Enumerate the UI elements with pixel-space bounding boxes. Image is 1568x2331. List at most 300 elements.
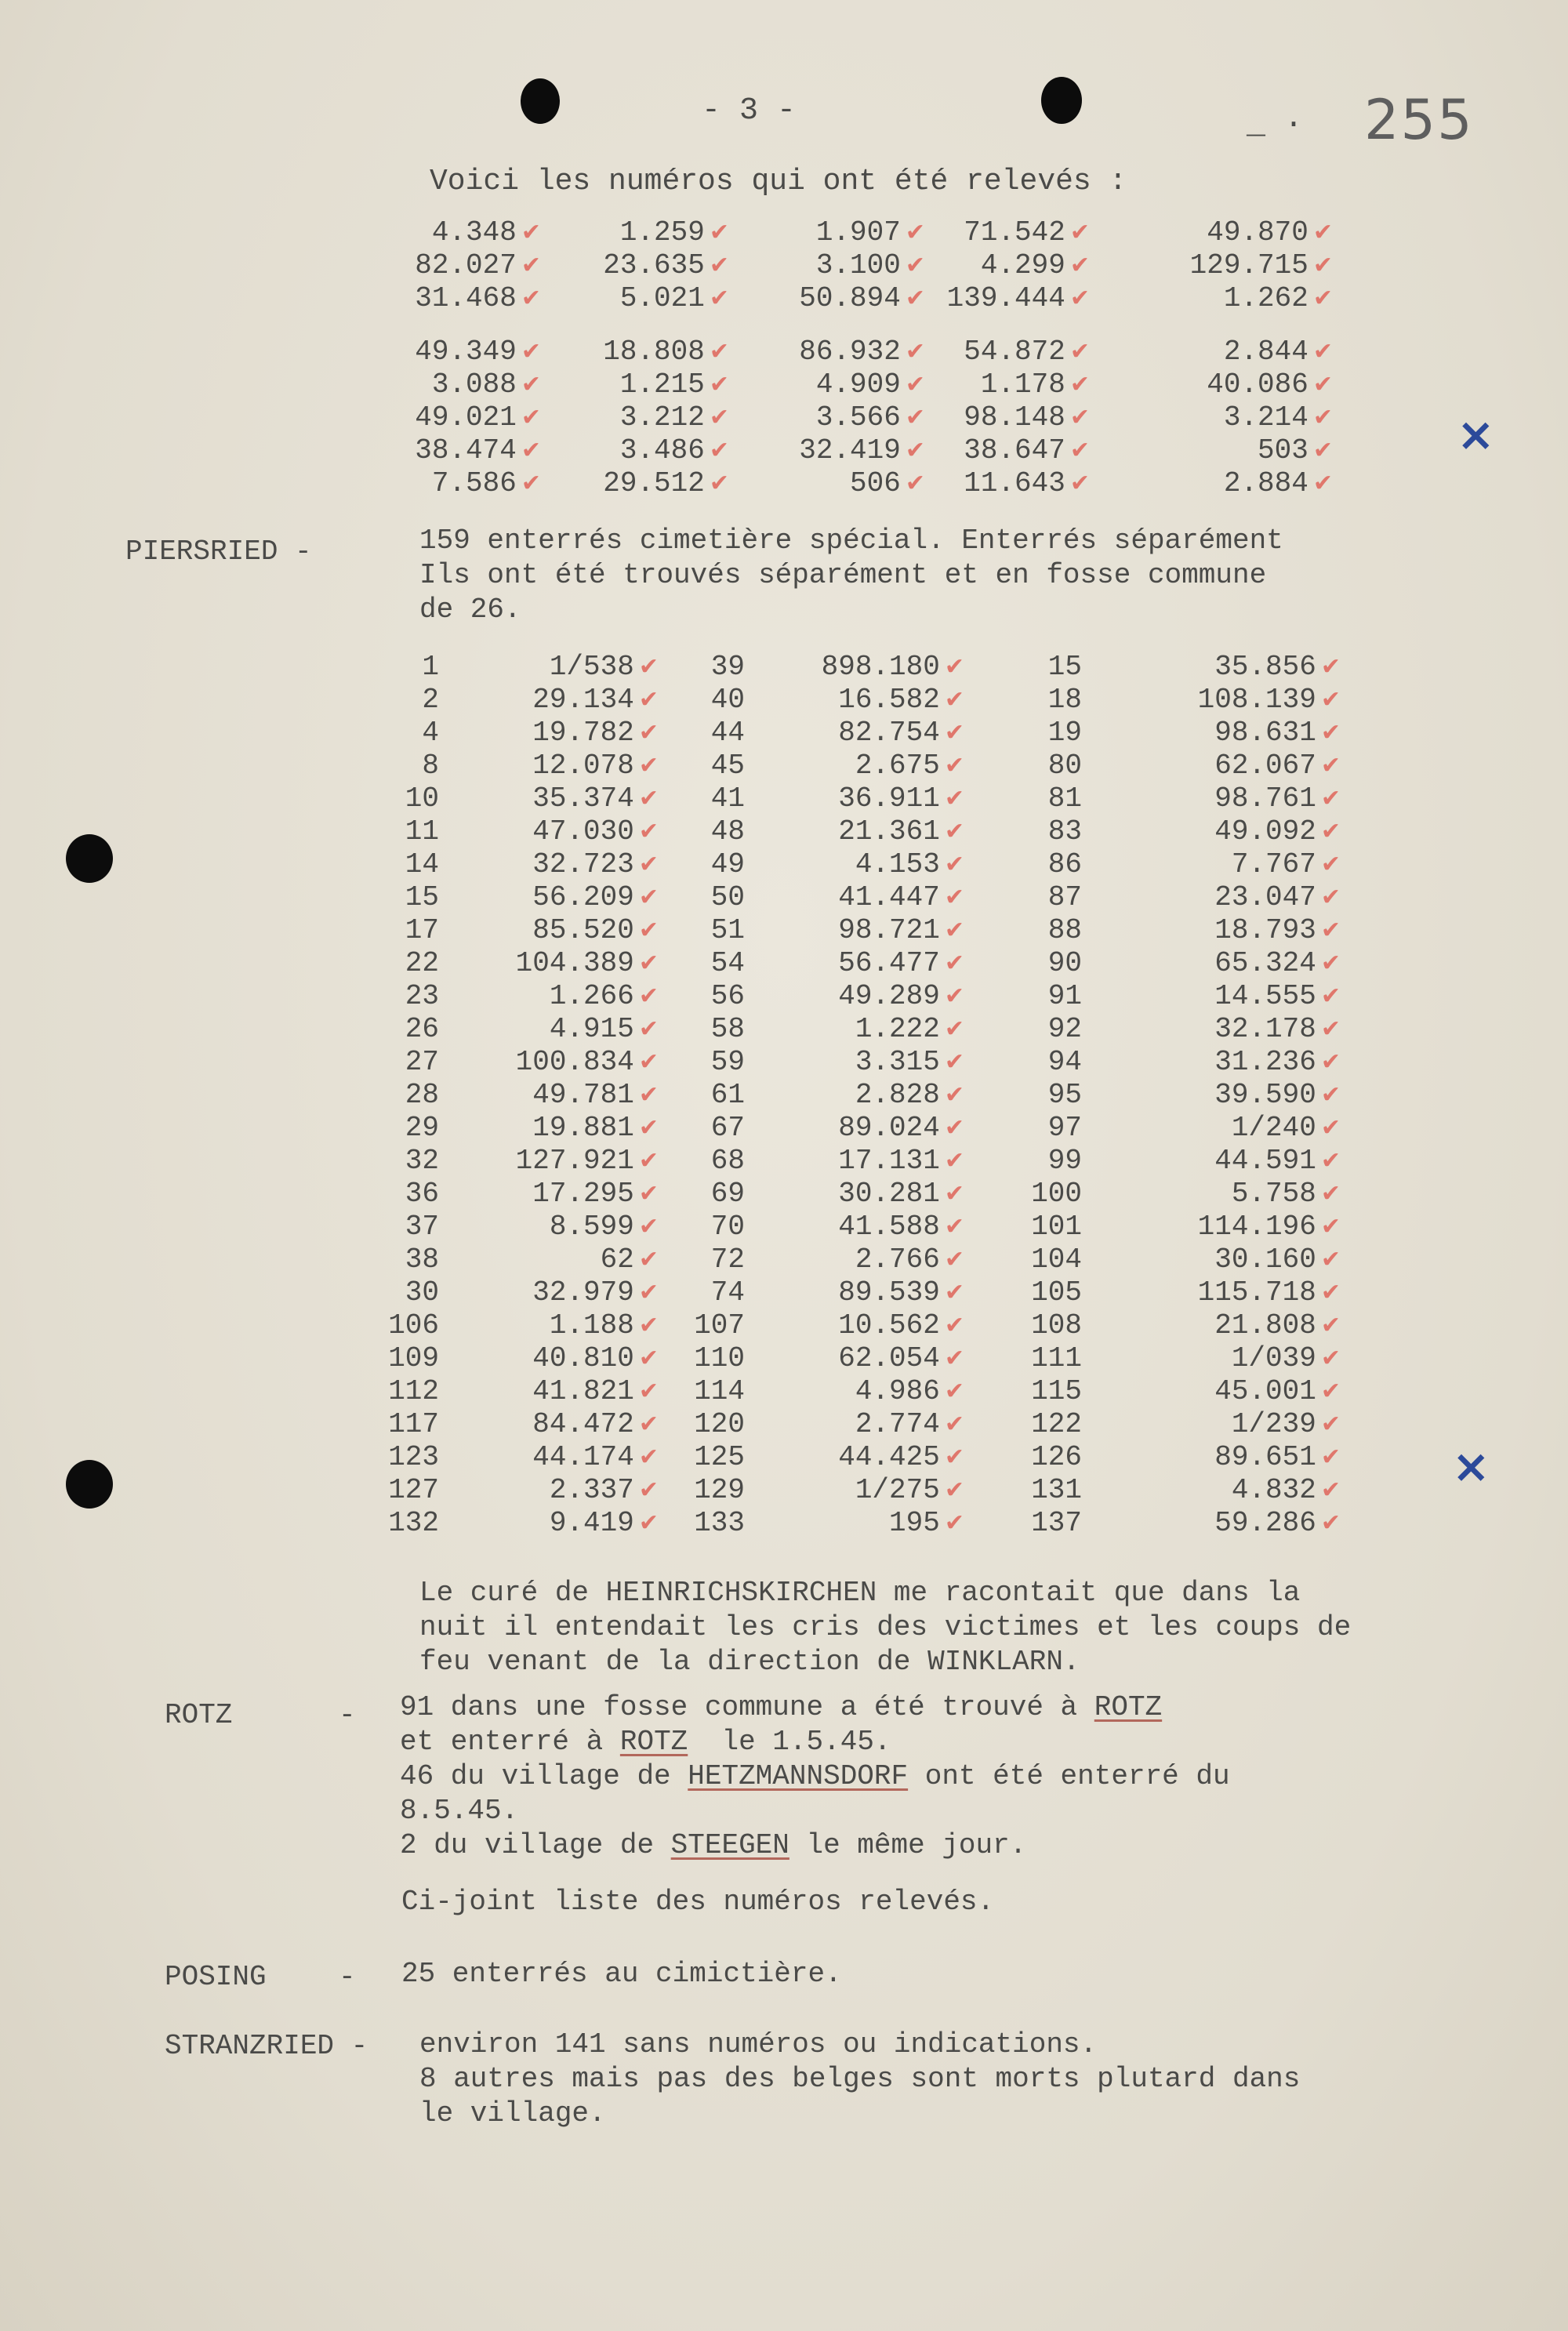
check-mark: ✔ (1320, 752, 1341, 779)
check-mark: ✔ (638, 1246, 659, 1273)
check-mark: ✔ (638, 1114, 659, 1142)
check-mark: ✔ (1069, 404, 1090, 431)
number-value: 62.067 (1214, 750, 1316, 782)
table-c5-r20 (1129, 1276, 1341, 1309)
table-c5-r3 (1129, 717, 1341, 750)
table-c5-r24 (1129, 1408, 1341, 1441)
check-mark: ✔ (944, 1443, 964, 1471)
number-value: 1/538 (549, 651, 634, 683)
top-g2-c1-r5 (580, 467, 729, 500)
check-mark: ✔ (521, 470, 541, 497)
table-c0-r13 (368, 1046, 439, 1079)
rotz-line-5: 2 du village de STEEGEN le même jour. (400, 1829, 1027, 1861)
rotz-line-2: et enterré à ROTZ le 1.5.45. (400, 1726, 891, 1758)
number-value: 3.486 (619, 434, 705, 467)
number-value: 59.286 (1214, 1507, 1316, 1539)
check-mark: ✔ (944, 1015, 964, 1043)
table-c0-r10 (368, 947, 439, 980)
check-mark: ✔ (1312, 338, 1333, 365)
check-mark: ✔ (944, 686, 964, 713)
check-mark: ✔ (638, 1443, 659, 1471)
table-c3-r25 (768, 1441, 964, 1474)
number-value: 40.810 (532, 1342, 634, 1374)
place-label-piersried: PIERSRIED - (125, 536, 312, 568)
table-c3-r27 (768, 1507, 964, 1540)
top-g1-c1-r1 (580, 216, 729, 249)
number-value: 117 (388, 1408, 439, 1440)
number-value: 49.021 (415, 401, 517, 434)
number-value: 19.881 (532, 1112, 634, 1144)
number-value: 36.911 (838, 782, 940, 815)
table-c4-r26 (996, 1474, 1082, 1507)
table-c1-r14 (455, 1079, 659, 1112)
number-value: 5.021 (619, 282, 705, 314)
check-mark: ✔ (1069, 285, 1090, 312)
number-value: 39 (710, 651, 745, 683)
number-value: 104 (1031, 1244, 1082, 1276)
posing-dash: - (339, 1961, 356, 1993)
number-value: 87 (1047, 881, 1082, 913)
table-c4-r6 (996, 815, 1082, 848)
number-value: 89.024 (838, 1112, 940, 1144)
table-c1-r13 (455, 1046, 659, 1079)
number-value: 108.139 (1197, 684, 1316, 716)
check-mark: ✔ (944, 1213, 964, 1240)
check-mark: ✔ (521, 437, 541, 464)
table-c0-r14 (368, 1079, 439, 1112)
check-mark: ✔ (1320, 1443, 1341, 1471)
check-mark: ✔ (1320, 1114, 1341, 1142)
top-g2-c2-r2 (784, 369, 925, 401)
check-mark: ✔ (638, 818, 659, 845)
table-c2-r10 (674, 947, 745, 980)
check-mark: ✔ (1320, 949, 1341, 977)
cross-mark-top: × (1457, 408, 1495, 461)
table-c3-r8 (768, 881, 964, 914)
check-mark: ✔ (905, 338, 925, 365)
table-c0-r23 (368, 1375, 439, 1408)
table-c3-r24 (768, 1408, 964, 1441)
check-mark: ✔ (1320, 1279, 1341, 1306)
check-mark: ✔ (638, 1312, 659, 1339)
number-value: 3.212 (619, 401, 705, 434)
piersried-line-2: Ils ont été trouvés séparément et en fosse commune (419, 559, 1267, 591)
top-g1-c1-r2 (580, 249, 729, 282)
stranzried-line-2: 8 autres mais pas des belges sont morts plutard dans (419, 2063, 1301, 2095)
check-mark: ✔ (1069, 437, 1090, 464)
check-mark: ✔ (1320, 1509, 1341, 1537)
table-c2-r7 (674, 848, 745, 881)
number-value: 17.131 (838, 1145, 940, 1177)
number-value: 41.588 (838, 1211, 940, 1243)
number-value: 72 (710, 1244, 745, 1276)
number-value: 105 (1031, 1276, 1082, 1309)
check-mark: ✔ (638, 1147, 659, 1175)
number-value: 1.259 (619, 216, 705, 249)
table-c4-r19 (996, 1244, 1082, 1276)
number-value: 40.086 (1207, 369, 1308, 401)
table-c5-r21 (1129, 1309, 1341, 1342)
table-c5-r11 (1129, 980, 1341, 1013)
number-value: 109 (388, 1342, 439, 1374)
check-mark: ✔ (944, 653, 964, 681)
number-value: 50.894 (799, 282, 901, 314)
table-c0-r9 (368, 914, 439, 947)
check-mark: ✔ (1320, 1411, 1341, 1438)
number-value: 30 (405, 1276, 439, 1309)
check-mark: ✔ (905, 252, 925, 279)
number-value: 126 (1031, 1441, 1082, 1473)
table-c4-r10 (996, 947, 1082, 980)
top-g2-c4-r4 (1152, 434, 1333, 467)
number-value: 115 (1031, 1375, 1082, 1407)
check-mark: ✔ (1320, 1180, 1341, 1207)
check-mark: ✔ (944, 1048, 964, 1076)
table-c0-r20 (368, 1276, 439, 1309)
table-c1-r10 (455, 947, 659, 980)
number-value: 12.078 (532, 750, 634, 782)
number-value: 1/275 (855, 1474, 940, 1506)
check-mark: ✔ (638, 1476, 659, 1504)
top-g1-c3-r1 (933, 216, 1090, 249)
check-mark: ✔ (1320, 1213, 1341, 1240)
table-c3-r21 (768, 1309, 964, 1342)
number-value: 14.555 (1214, 980, 1316, 1012)
table-c3-r14 (768, 1079, 964, 1112)
number-value: 68 (710, 1145, 745, 1177)
check-mark: ✔ (944, 1476, 964, 1504)
table-c0-r5 (368, 782, 439, 815)
check-mark: ✔ (944, 1246, 964, 1273)
table-c5-r19 (1129, 1244, 1341, 1276)
number-value: 506 (850, 467, 901, 499)
place-label-posing: POSING (165, 1961, 267, 1993)
number-value: 37 (405, 1211, 439, 1243)
check-mark: ✔ (638, 1015, 659, 1043)
check-mark: ✔ (944, 982, 964, 1010)
top-g1-c0-r2 (408, 249, 541, 282)
check-mark: ✔ (944, 1180, 964, 1207)
check-mark: ✔ (709, 338, 729, 365)
number-value: 45 (710, 750, 745, 782)
number-value: 1.266 (549, 980, 634, 1012)
number-value: 41 (710, 782, 745, 815)
number-value: 61 (710, 1079, 745, 1111)
stranzried-line-3: le village. (419, 2097, 606, 2129)
table-c2-r9 (674, 914, 745, 947)
table-c1-r23 (455, 1375, 659, 1408)
table-c3-r12 (768, 1013, 964, 1046)
number-value: 123 (388, 1441, 439, 1473)
top-g2-c0-r2 (408, 369, 541, 401)
place-label-stranzried: STRANZRIED - (165, 2030, 368, 2062)
table-c0-r18 (368, 1211, 439, 1244)
check-mark: ✔ (638, 1081, 659, 1109)
number-value: 56 (710, 980, 745, 1012)
number-value: 3.100 (815, 249, 901, 281)
number-value: 65.324 (1214, 947, 1316, 979)
check-mark: ✔ (944, 1114, 964, 1142)
check-mark: ✔ (1312, 404, 1333, 431)
check-mark: ✔ (905, 404, 925, 431)
number-value: 11 (405, 815, 439, 848)
number-value: 1/039 (1231, 1342, 1316, 1374)
number-value: 110 (694, 1342, 745, 1374)
check-mark: ✔ (944, 1147, 964, 1175)
check-mark: ✔ (1320, 686, 1341, 713)
check-mark: ✔ (1320, 884, 1341, 911)
number-value: 32.979 (532, 1276, 634, 1309)
check-mark: ✔ (1320, 818, 1341, 845)
table-c3-r23 (768, 1375, 964, 1408)
table-c3-r2 (768, 684, 964, 717)
number-value: 95 (1047, 1079, 1082, 1111)
top-g2-c0-r4 (408, 434, 541, 467)
check-mark: ✔ (944, 752, 964, 779)
table-c4-r13 (996, 1046, 1082, 1079)
number-value: 35.856 (1214, 651, 1316, 683)
number-value: 29.512 (603, 467, 705, 499)
check-mark: ✔ (638, 851, 659, 878)
table-c2-r17 (674, 1178, 745, 1211)
table-c2-r8 (674, 881, 745, 914)
number-value: 898.180 (821, 651, 940, 683)
number-value: 47.030 (532, 815, 634, 848)
number-value: 38.474 (415, 434, 517, 467)
number-value: 106 (388, 1309, 439, 1342)
check-mark: ✔ (638, 884, 659, 911)
table-c5-r14 (1129, 1079, 1341, 1112)
table-c4-r3 (996, 717, 1082, 750)
top-g2-c0-r3 (408, 401, 541, 434)
table-c5-r17 (1129, 1178, 1341, 1211)
check-mark: ✔ (638, 686, 659, 713)
check-mark: ✔ (638, 653, 659, 681)
check-mark: ✔ (638, 1345, 659, 1372)
table-c3-r15 (768, 1112, 964, 1145)
table-c3-r20 (768, 1276, 964, 1309)
number-value: 45.001 (1214, 1375, 1316, 1407)
piersried-line-1: 159 enterrés cimetière spécial. Enterrés séparément (419, 525, 1283, 557)
check-mark: ✔ (944, 1279, 964, 1306)
check-mark: ✔ (944, 949, 964, 977)
table-c5-r6 (1129, 815, 1341, 848)
number-value: 29.134 (532, 684, 634, 716)
table-c3-r19 (768, 1244, 964, 1276)
rotz-line-3: 46 du village de HETZMANNSDORF ont été enterré du (400, 1760, 1230, 1792)
number-value: 94 (1047, 1046, 1082, 1078)
check-mark: ✔ (709, 470, 729, 497)
table-c1-r24 (455, 1408, 659, 1441)
check-mark: ✔ (521, 404, 541, 431)
table-c1-r9 (455, 914, 659, 947)
table-c2-r21 (674, 1309, 745, 1342)
table-c4-r15 (996, 1112, 1082, 1145)
number-value: 8 (422, 750, 439, 782)
curate-line-1: Le curé de HEINRICHSKIRCHEN me racontait que dans la (419, 1577, 1301, 1609)
table-c2-r5 (674, 782, 745, 815)
number-value: 1 (422, 651, 439, 683)
intro-line: Voici les numéros qui ont été relevés : (430, 165, 1127, 198)
number-value: 28 (405, 1079, 439, 1111)
number-value: 23.047 (1214, 881, 1316, 913)
curate-line-2: nuit il entendait les cris des victimes et les coups de (419, 1611, 1352, 1643)
number-value: 44 (710, 717, 745, 749)
number-value: 84.472 (532, 1408, 634, 1440)
table-c4-r22 (996, 1342, 1082, 1375)
number-value: 30.160 (1214, 1244, 1316, 1276)
number-value: 15 (1047, 651, 1082, 683)
table-c1-r25 (455, 1441, 659, 1474)
number-value: 91 (1047, 980, 1082, 1012)
table-c2-r25 (674, 1441, 745, 1474)
check-mark: ✔ (1320, 1048, 1341, 1076)
table-c0-r24 (368, 1408, 439, 1441)
number-value: 49.349 (415, 336, 517, 368)
table-c1-r18 (455, 1211, 659, 1244)
table-c5-r10 (1129, 947, 1341, 980)
number-value: 4 (422, 717, 439, 749)
table-c0-r3 (368, 717, 439, 750)
top-g1-c2-r1 (784, 216, 925, 249)
number-value: 71.542 (964, 216, 1065, 249)
check-mark: ✔ (709, 219, 729, 246)
number-value: 131 (1031, 1474, 1082, 1506)
number-value: 98.761 (1214, 782, 1316, 815)
number-value: 4.915 (549, 1013, 634, 1045)
number-value: 98.721 (838, 914, 940, 946)
check-mark: ✔ (521, 285, 541, 312)
number-value: 32.419 (799, 434, 901, 467)
table-c4-r16 (996, 1145, 1082, 1178)
check-mark: ✔ (944, 1345, 964, 1372)
number-value: 137 (1031, 1507, 1082, 1539)
number-value: 100.834 (515, 1046, 634, 1078)
check-mark: ✔ (638, 752, 659, 779)
number-value: 127 (388, 1474, 439, 1506)
number-value: 1/239 (1231, 1408, 1316, 1440)
top-g1-c0-r3 (408, 282, 541, 315)
attachment-note: Ci-joint liste des numéros relevés. (401, 1886, 995, 1918)
table-c1-r15 (455, 1112, 659, 1145)
number-value: 81 (1047, 782, 1082, 815)
number-value: 29 (405, 1112, 439, 1144)
number-value: 3.315 (855, 1046, 940, 1078)
check-mark: ✔ (944, 1411, 964, 1438)
number-value: 19.782 (532, 717, 634, 749)
table-c5-r26 (1129, 1474, 1341, 1507)
table-c3-r1 (768, 651, 964, 684)
table-c4-r20 (996, 1276, 1082, 1309)
check-mark: ✔ (905, 470, 925, 497)
table-c0-r4 (368, 750, 439, 782)
top-g2-c2-r3 (784, 401, 925, 434)
number-value: 22 (405, 947, 439, 979)
top-g2-c3-r4 (933, 434, 1090, 467)
table-c5-r15 (1129, 1112, 1341, 1145)
check-mark: ✔ (944, 884, 964, 911)
check-mark: ✔ (1312, 285, 1333, 312)
check-mark: ✔ (1312, 437, 1333, 464)
curate-line-3: feu venant de la direction de WINKLARN. (419, 1646, 1080, 1678)
number-value: 54.872 (964, 336, 1065, 368)
number-value: 90 (1047, 947, 1082, 979)
check-mark: ✔ (1069, 219, 1090, 246)
table-c5-r9 (1129, 914, 1341, 947)
check-mark: ✔ (638, 917, 659, 944)
table-c4-r14 (996, 1079, 1082, 1112)
table-c2-r24 (674, 1408, 745, 1441)
check-mark: ✔ (638, 1509, 659, 1537)
check-mark: ✔ (1320, 719, 1341, 746)
number-value: 49 (710, 848, 745, 880)
number-value: 100 (1031, 1178, 1082, 1210)
table-c4-r17 (996, 1178, 1082, 1211)
number-value: 104.389 (515, 947, 634, 979)
number-value: 1/240 (1231, 1112, 1316, 1144)
number-value: 132 (388, 1507, 439, 1539)
top-g1-c2-r3 (784, 282, 925, 315)
table-c0-r1 (368, 651, 439, 684)
top-g2-c4-r1 (1152, 336, 1333, 369)
number-value: 18 (1047, 684, 1082, 716)
number-value: 2.774 (855, 1408, 940, 1440)
number-value: 1.215 (619, 369, 705, 401)
table-c1-r6 (455, 815, 659, 848)
corner-mark: _ · (1247, 107, 1304, 143)
number-value: 92 (1047, 1013, 1082, 1045)
number-value: 133 (694, 1507, 745, 1539)
number-value: 1.262 (1223, 282, 1308, 314)
check-mark: ✔ (521, 252, 541, 279)
posing-line: 25 enterrés au cimictière. (401, 1958, 842, 1990)
table-c2-r14 (674, 1079, 745, 1112)
number-value: 2.828 (855, 1079, 940, 1111)
check-mark: ✔ (638, 982, 659, 1010)
table-c2-r4 (674, 750, 745, 782)
number-value: 4.909 (815, 369, 901, 401)
number-value: 114 (694, 1375, 745, 1407)
check-mark: ✔ (1320, 1246, 1341, 1273)
number-value: 129 (694, 1474, 745, 1506)
table-c0-r6 (368, 815, 439, 848)
top-g2-c2-r5 (784, 467, 925, 500)
top-g1-c4-r2 (1152, 249, 1333, 282)
number-value: 2.766 (855, 1244, 940, 1276)
table-c1-r11 (455, 980, 659, 1013)
number-value: 49.289 (838, 980, 940, 1012)
number-value: 4.832 (1231, 1474, 1316, 1506)
table-c2-r13 (674, 1046, 745, 1079)
top-g2-c1-r4 (580, 434, 729, 467)
number-value: 83 (1047, 815, 1082, 848)
number-value: 82.027 (415, 249, 517, 281)
table-c1-r12 (455, 1013, 659, 1046)
check-mark: ✔ (1320, 1015, 1341, 1043)
table-c4-r23 (996, 1375, 1082, 1408)
table-c2-r16 (674, 1145, 745, 1178)
table-c5-r18 (1129, 1211, 1341, 1244)
check-mark: ✔ (1320, 1378, 1341, 1405)
number-value: 115.718 (1197, 1276, 1316, 1309)
table-c1-r8 (455, 881, 659, 914)
number-value: 122 (1031, 1408, 1082, 1440)
table-c1-r21 (455, 1309, 659, 1342)
check-mark: ✔ (944, 1378, 964, 1405)
number-value: 97 (1047, 1112, 1082, 1144)
stranzried-line-1: environ 141 sans numéros ou indications. (419, 2028, 1098, 2061)
top-g1-c1-r3 (580, 282, 729, 315)
